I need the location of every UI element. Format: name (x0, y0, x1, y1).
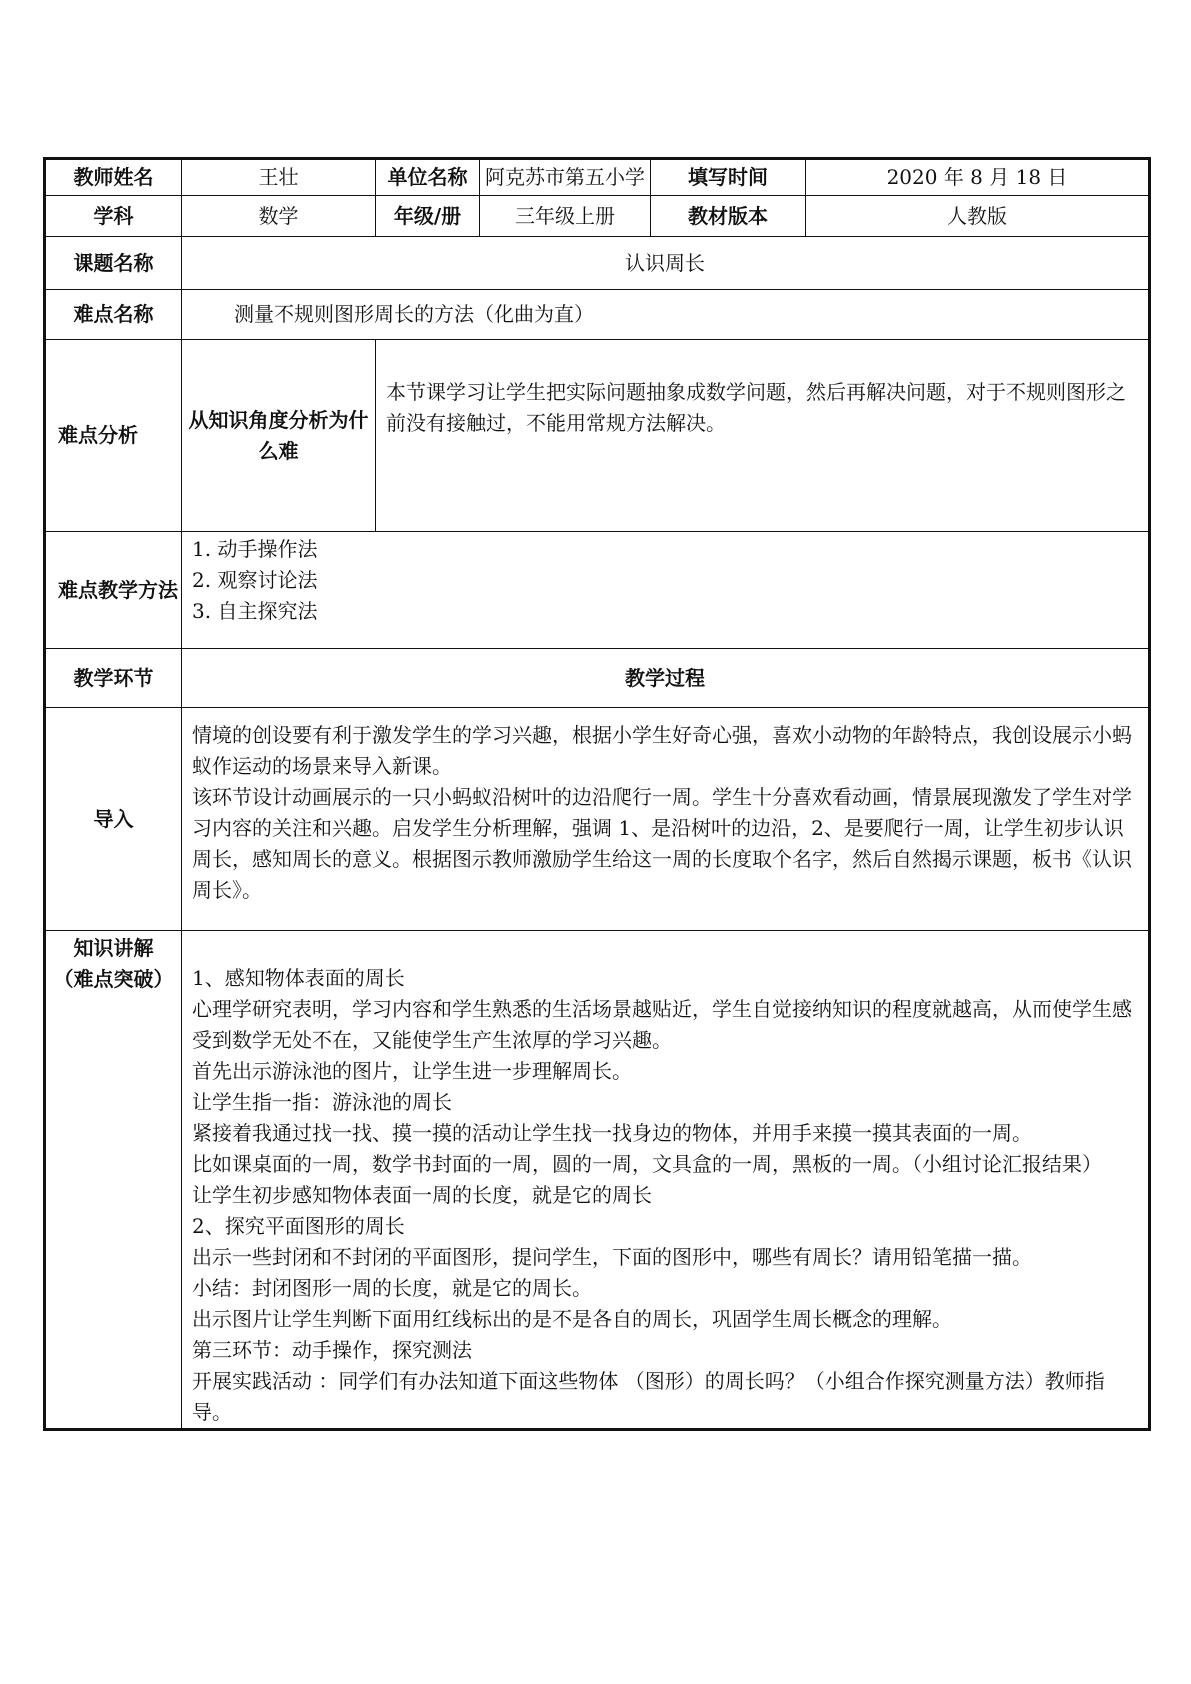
methods-row (45, 532, 1150, 649)
method-item: 3. 自主探究法 (192, 599, 318, 623)
topic-row (45, 237, 1150, 290)
knowledge-paragraph: 比如课桌面的一周，数学书封面的一周，圆的一周，文具盒的一周，黑板的一周。（小组讨论汇报结果） (192, 1152, 1102, 1176)
knowledge-label-line1: 知识讲解 (73, 936, 154, 960)
knowledge-paragraph: 让学生初步感知物体表面一周的长度，就是它的周长 (192, 1183, 652, 1207)
info-row-2 (45, 196, 1150, 237)
knowledge-paragraph: 2、探究平面图形的周长 (192, 1214, 405, 1238)
fill-date-value: 2020 年 8 月 18 日 (806, 159, 1150, 196)
subject-label: 学科 (45, 196, 182, 237)
knowledge-paragraph: 小结：封闭图形一周的长度，就是它的周长。 (192, 1276, 592, 1300)
unit-name-value: 阿克苏市第五小学 (480, 159, 651, 196)
knowledge-paragraph: 1、感知物体表面的周长 (192, 966, 405, 990)
difficulty-row (45, 290, 1150, 340)
knowledge-paragraph: 开展实践活动 ：同学们有办法知道下面这些物体 （图形）的周长吗？（小组合作探究测量方法）教师指导。 (192, 1369, 1105, 1424)
teacher-name-label: 教师姓名 (45, 159, 182, 196)
analysis-label: 难点分析 (45, 340, 182, 532)
intro-paragraph: 情境的创设要有利于激发学生的学习兴趣，根据小学生好奇心强，喜欢小动物的年龄特点，我创设展示小蚂蚁作运动的场景来导入新课。 (192, 723, 1132, 778)
knowledge-label (45, 931, 182, 1430)
analysis-row (45, 340, 1150, 532)
unit-name-label: 单位名称 (376, 159, 480, 196)
knowledge-content (182, 931, 1150, 1430)
process-header: 教学过程 (182, 649, 1150, 708)
intro-row (45, 708, 1150, 931)
subject-value: 数学 (182, 196, 376, 237)
grade-value: 三年级上册 (480, 196, 651, 237)
knowledge-paragraph: 心理学研究表明，学习内容和学生熟悉的生活场景越贴近，学生自觉接纳知识的程度就越高，从而使学生感受到数学无处不在，又能使学生产生浓厚的学习兴趣。 (192, 997, 1132, 1052)
analysis-text-body: 本节课学习让学生把实际问题抽象成数学问题，然后再解决问题，对于不规则图形之前没有接触过，不能用常规方法解决。 (386, 380, 1126, 435)
knowledge-row (45, 931, 1150, 1430)
edition-label: 教材版本 (651, 196, 806, 237)
grade-label: 年级/册 (376, 196, 480, 237)
knowledge-paragraph: 出示图片让学生判断下面用红线标出的是不是各自的周长，巩固学生周长概念的理解。 (192, 1307, 952, 1331)
difficulty-value: 测量不规则图形周长的方法（化曲为直） (182, 290, 1150, 340)
analysis-sub-label: 从知识角度分析为什么难 (182, 340, 376, 532)
intro-content (182, 708, 1150, 931)
method-item: 2. 观察讨论法 (192, 568, 318, 592)
teacher-name-value: 王壮 (182, 159, 376, 196)
methods-list (182, 532, 1150, 649)
info-row-1 (45, 159, 1150, 196)
edition-value: 人教版 (806, 196, 1150, 237)
intro-paragraph: 该环节设计动画展示的一只小蚂蚁沿树叶的边沿爬行一周。学生十分喜欢看动画，情景展现激发了学生对学习内容的关注和兴趣。启发学生分析理解，强调 1、是沿树叶的边沿，2、是要爬行一周，让学生初步认识周长，感知周长的意义。根据图示教师激励学生给这一周的长度取个名字，然后自然揭示课题，板书《认识周长》。 (192, 785, 1132, 902)
knowledge-paragraph: 出示一些封闭和不封闭的平面图形，提问学生，下面的图形中，哪些有周长？请用铅笔描一描。 (192, 1245, 1032, 1269)
fill-date-label: 填写时间 (651, 159, 806, 196)
knowledge-paragraph: 紧接着我通过找一找、摸一摸的活动让学生找一找身边的物体，并用手来摸一摸其表面的一周。 (192, 1121, 1032, 1145)
lesson-plan-table (43, 157, 1151, 1431)
topic-value: 认识周长 (182, 237, 1150, 290)
stage-header: 教学环节 (45, 649, 182, 708)
knowledge-label-line2: （难点突破） (53, 967, 174, 991)
knowledge-paragraph: 第三环节：动手操作，探究测法 (192, 1338, 472, 1362)
method-item: 1. 动手操作法 (192, 537, 318, 561)
methods-label: 难点教学方法 (45, 532, 182, 649)
difficulty-label: 难点名称 (45, 290, 182, 340)
topic-label: 课题名称 (45, 237, 182, 290)
intro-label: 导入 (45, 708, 182, 931)
process-header-row (45, 649, 1150, 708)
analysis-text (376, 340, 1150, 532)
knowledge-paragraph: 首先出示游泳池的图片，让学生进一步理解周长。 (192, 1059, 632, 1083)
knowledge-paragraph: 让学生指一指：游泳池的周长 (192, 1090, 452, 1114)
